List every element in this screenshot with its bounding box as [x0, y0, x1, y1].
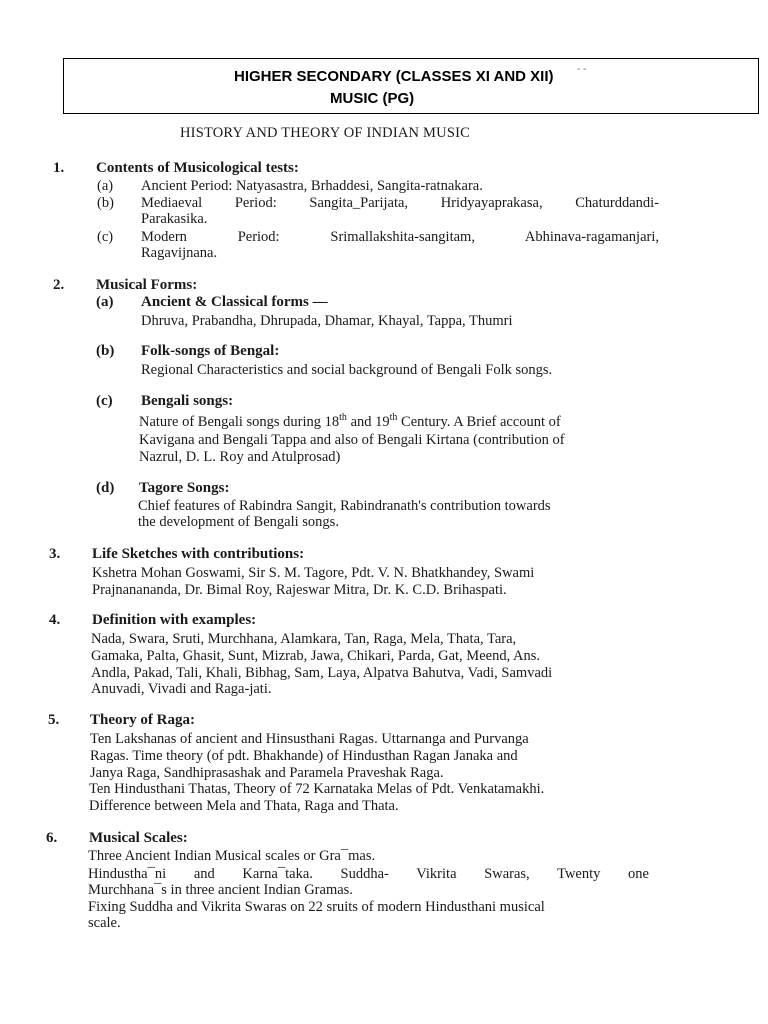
s1-b-label: (b): [97, 195, 114, 211]
s5-text-line-3: Janya Raga, Sandhiprasashak and Paramela Praveshak Raga.: [90, 765, 444, 781]
header-line-2: MUSIC (PG): [330, 90, 415, 107]
s4-text-line-3: Andla, Pakad, Tali, Khali, Bibhag, Sam, Laya, Alpatva Bahutva, Vadi, Samvadi: [91, 665, 553, 681]
section-3-number: 3.: [49, 546, 61, 562]
s2-c-text-pre: Nature of Bengali songs during 18: [139, 414, 340, 430]
s2-c-heading: Bengali songs:: [141, 393, 234, 409]
section-4-heading: Definition with examples:: [92, 612, 257, 628]
s2-b-label: (b): [96, 343, 115, 359]
section-4-number: 4.: [49, 612, 61, 628]
s2-d-heading: Tagore Songs:: [139, 480, 230, 496]
s1-a-text: Ancient Period: Natyasastra, Brhaddesi, Sangita-ratnakara.: [141, 178, 483, 194]
s5-text-line-5: Difference between Mela and Thata, Raga and Thata.: [89, 798, 399, 814]
section-2-number: 2.: [53, 277, 65, 293]
s6-text-line-4: Fixing Suddha and Vikrita Swaras on 22 sruits of modern Hindusthani musical: [88, 899, 545, 915]
s6-text-line-3: Murchhana¯s in three ancient Indian Gramas.: [88, 882, 353, 898]
s3-text-line-2: Prajnanananda, Dr. Bimal Roy, Rajeswar Mitra, Dr. K. C.D. Brihaspati.: [92, 582, 507, 598]
s2-c-sup-2: th: [389, 412, 398, 423]
section-2-heading: Musical Forms:: [96, 277, 198, 293]
s2-a-label: (a): [96, 294, 114, 310]
s2-c-text-mid: and 19: [346, 414, 390, 430]
s6-text-line-1: Three Ancient Indian Musical scales or Gra¯mas.: [88, 848, 376, 864]
s2-b-heading: Folk-songs of Bengal:: [141, 343, 280, 359]
s2-a-text: Dhruva, Prabandha, Dhrupada, Dhamar, Khayal, Tappa, Thumri: [141, 313, 513, 329]
s2-b-text: Regional Characteristics and social background of Bengali Folk songs.: [141, 362, 553, 378]
section-6-heading: Musical Scales:: [89, 830, 188, 846]
s1-b-text-line-1: Mediaeval Period: Sangita_Parijata, Hridyayaprakasa, Chaturddandi-: [141, 195, 659, 211]
section-6-number: 6.: [46, 830, 58, 846]
header-line-1: HIGHER SECONDARY (CLASSES XI AND XII): [234, 68, 554, 85]
s1-c-text-line-2: Ragavijnana.: [141, 245, 218, 261]
s4-text-line-1: Nada, Swara, Sruti, Murchhana, Alamkara, Tan, Raga, Mela, Thata, Tara,: [91, 631, 517, 647]
s6-text-line-5: scale.: [88, 915, 121, 931]
s5-text-line-2: Ragas. Time theory (of pdt. Bhakhande) of Hindusthan Ragan Janaka and: [90, 748, 518, 764]
s2-d-text-line-1: Chief features of Rabindra Sangit, Rabindranath's contribution towards: [138, 498, 551, 514]
section-5-heading: Theory of Raga:: [90, 712, 195, 728]
section-3-heading: Life Sketches with contributions:: [92, 546, 305, 562]
s5-text-line-4: Ten Hindusthani Thatas, Theory of 72 Karnataka Melas of Pdt. Venkatamakhi.: [89, 781, 545, 797]
s6-text-line-2: Hindustha¯ni and Karna¯taka. Suddha- Vikrita Swaras, Twenty one: [88, 866, 649, 882]
s4-text-line-2: Gamaka, Palta, Ghasit, Sunt, Mizrab, Jawa, Chikari, Parda, Gat, Meend, Ans.: [91, 648, 541, 664]
header-tick-mark: - -: [577, 64, 587, 75]
s2-c-text-line-1: [139, 414, 561, 431]
s3-text-line-1: Kshetra Mohan Goswami, Sir S. M. Tagore, Pdt. V. N. Bhatkhandey, Swami: [92, 565, 535, 581]
s2-d-text-line-2: the development of Bengali songs.: [138, 514, 339, 530]
s2-a-heading: Ancient & Classical forms —: [141, 294, 328, 310]
s1-b-text-line-2: Parakasika.: [141, 211, 208, 227]
section-5-number: 5.: [48, 712, 60, 728]
s1-a-label: (a): [97, 178, 114, 194]
page-title: HISTORY AND THEORY OF INDIAN MUSIC: [180, 125, 470, 141]
s2-c-text-line-2: Kavigana and Bengali Tappa and also of Bengali Kirtana (contribution of: [139, 432, 565, 448]
header-box: [63, 58, 759, 114]
s2-c-sup-1: th: [339, 412, 347, 423]
section-1-heading: Contents of Musicological tests:: [96, 160, 299, 176]
s1-c-text-line-1: Modern Period: Srimallakshita-sangitam, Abhinava-ragamanjari,: [141, 229, 659, 245]
s1-c-label: (c): [97, 229, 114, 245]
s2-c-label: (c): [96, 393, 113, 409]
s5-text-line-1: Ten Lakshanas of ancient and Hinsusthani Ragas. Uttarnanga and Purvanga: [90, 731, 529, 747]
s4-text-line-4: Anuvadi, Vivadi and Raga-jati.: [91, 681, 272, 697]
section-1-number: 1.: [53, 160, 65, 176]
s2-d-label: (d): [96, 480, 115, 496]
s2-c-text-line-3: Nazrul, D. L. Roy and Atulprosad): [139, 449, 341, 465]
s2-c-text-post: Century. A Brief account of: [397, 414, 561, 430]
